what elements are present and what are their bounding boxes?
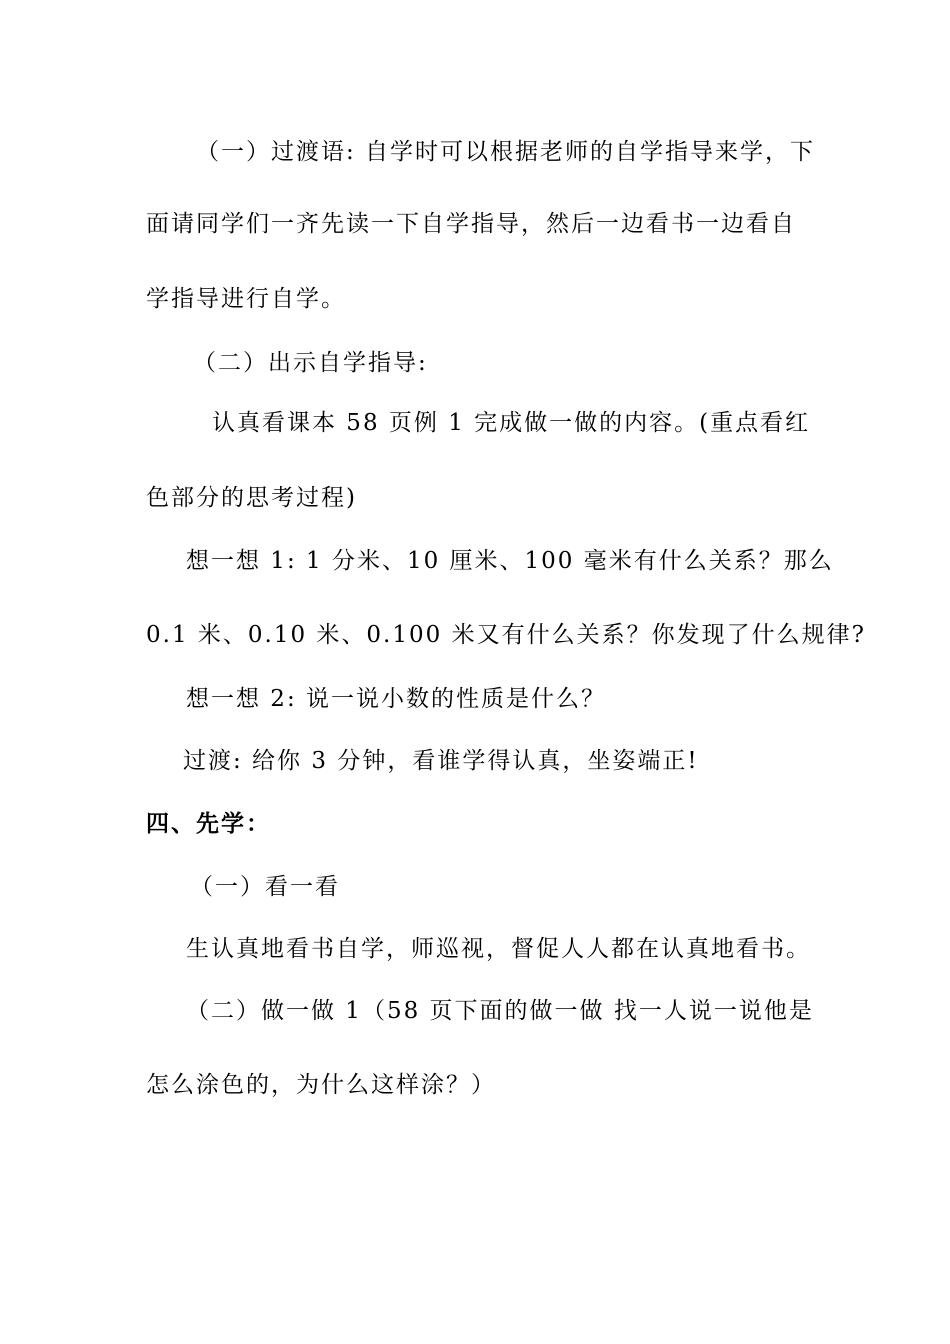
- guide-text-line-2: 色部分的思考过程): [146, 485, 357, 511]
- think-2-line: 想一想 2: 说一说小数的性质是什么？: [186, 686, 607, 712]
- paragraph-transition-line-3: 学指导进行自学。: [146, 286, 346, 312]
- transition-three-minutes: 过渡: 给你 3 分钟，看谁学得认真，坐姿端正!: [183, 748, 699, 774]
- do-it-line-1: （二）做一做 1（58 页下面的做一做 找一人说一说他是: [186, 998, 814, 1024]
- subsection-look: （一）看一看: [190, 874, 340, 900]
- think-1-line-2: 0.1 米、0.10 米、0.100 米又有什么关系？你发现了什么规律?: [146, 622, 866, 648]
- students-read-line: 生认真地看书自学，师巡视，督促人人都在认真地看书。: [186, 936, 811, 962]
- think-1-line-1: 想一想 1: 1 分米、10 厘米、100 毫米有什么关系？那么: [186, 548, 834, 574]
- paragraph-transition-line-1: （一）过渡语: 自学时可以根据老师的自学指导来学，下: [196, 139, 816, 165]
- section-heading-pre-study: 四、先学：: [146, 811, 271, 837]
- do-it-line-2: 怎么涂色的，为什么这样涂？）: [146, 1072, 496, 1098]
- guide-text-line-1: 认真看课本 58 页例 1 完成做一做的内容。(重点看红: [212, 410, 811, 436]
- section-show-guide: （二）出示自学指导:: [193, 350, 428, 376]
- paragraph-transition-line-2: 面请同学们一齐先读一下自学指导，然后一边看书一边看自: [146, 211, 796, 237]
